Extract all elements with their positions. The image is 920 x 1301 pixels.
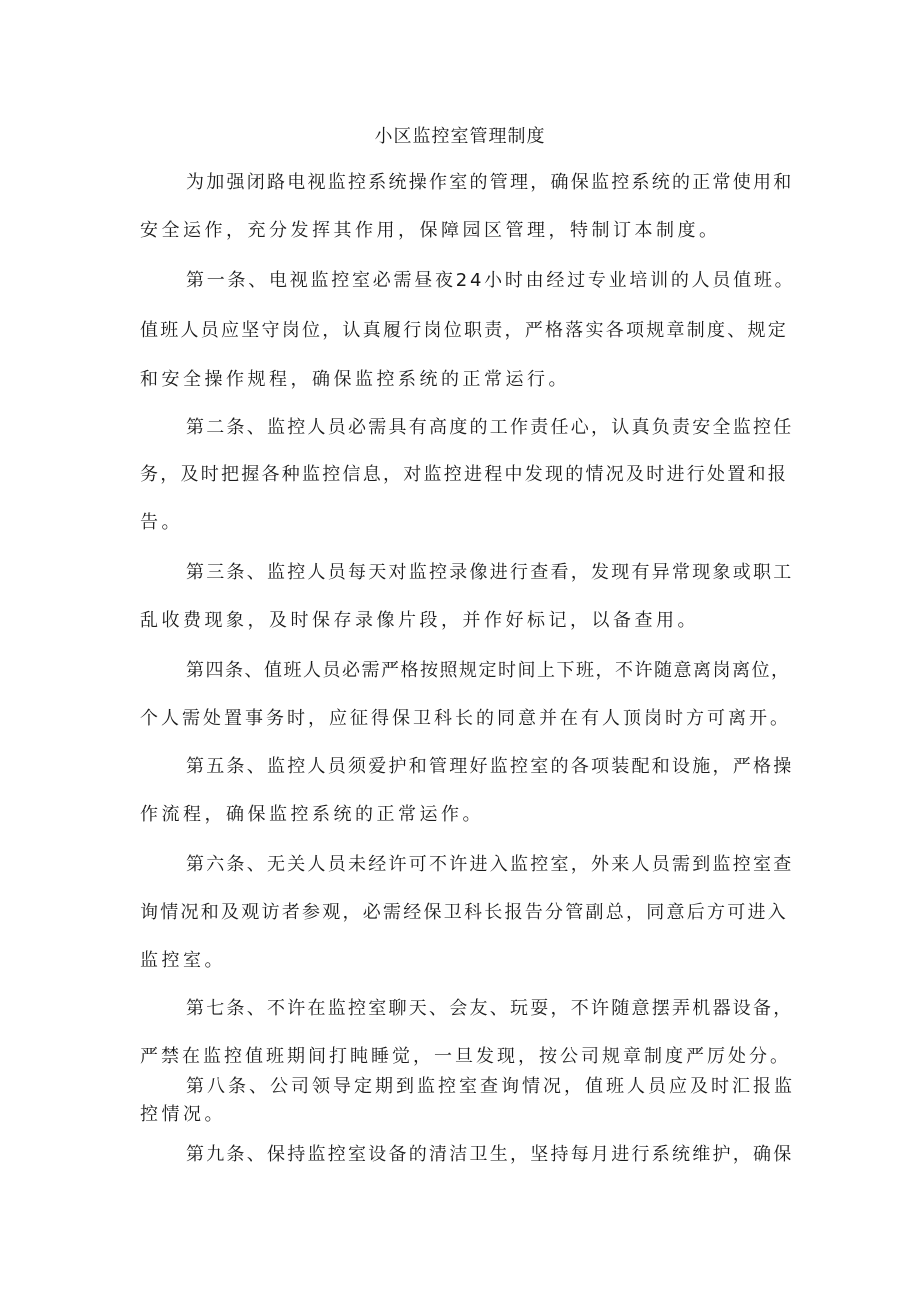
- paragraph-line: 第八条、公司领导定期到监控室查询情况，值班人员应及时汇报监: [186, 1076, 795, 1097]
- document-title: 小区监控室管理制度: [374, 126, 546, 147]
- paragraph-line: 个人需处置事务时，应征得保卫科长的同意并在有人顶岗时方可离开。: [140, 708, 791, 729]
- paragraph-line: 第六条、无关人员未经许可不许进入监控室，外来人员需到监控室查: [186, 854, 794, 875]
- paragraph-line: 务，及时把握各种监控信息，对监控进程中发现的情况及时进行处置和报: [140, 464, 788, 485]
- paragraph-line: 为加强闭路电视监控系统操作室的管理，确保监控系统的正常使用和: [186, 172, 794, 193]
- paragraph-line: 第五条、监控人员须爱护和管理好监控室的各项装配和设施，严格操: [186, 756, 794, 777]
- paragraph-line: 第七条、不许在监控室聊天、会友、玩耍，不许随意摆弄机器设备，: [186, 998, 794, 1019]
- paragraph-line: 安全运作，充分发挥其作用，保障园区管理，特制订本制度。: [140, 220, 721, 241]
- paragraph-line: 第二条、监控人员必需具有高度的工作责任心，认真负责安全监控任: [186, 417, 794, 438]
- paragraph-line: 第九条、保持监控室设备的清洁卫生，坚持每月进行系统维护，确保: [186, 1144, 794, 1165]
- paragraph-line: 告。: [140, 512, 183, 533]
- paragraph-line: 第三条、监控人员每天对监控录像进行查看，发现有异常现象或职工: [186, 562, 794, 583]
- paragraph-line: 乱收费现象，及时保存录像片段，并作好标记，以备查用。: [140, 610, 699, 631]
- paragraph-line: 和安全操作规程，确保监控系统的正常运行。: [140, 369, 570, 390]
- paragraph-line: 作流程，确保监控系统的正常运作。: [140, 804, 484, 825]
- paragraph-line: 监控室。: [140, 950, 226, 971]
- paragraph-line: 控情况。: [140, 1104, 226, 1125]
- paragraph-line: 严禁在监控值班期间打盹睡觉，一旦发现，按公司规章制度严厉处分。: [140, 1046, 791, 1067]
- paragraph-line: 第四条、值班人员必需严格按照规定时间上下班，不许随意离岗离位，: [186, 660, 791, 681]
- paragraph-line: 询情况和及观访者参观，必需经保卫科长报告分管副总，同意后方可进入: [140, 902, 788, 923]
- paragraph-line: 值班人员应坚守岗位，认真履行岗位职责，严格落实各项规章制度、规定: [140, 320, 788, 341]
- paragraph-line: 第一条、电视监控室必需昼夜24小时由经过专业培训的人员值班。: [186, 270, 796, 291]
